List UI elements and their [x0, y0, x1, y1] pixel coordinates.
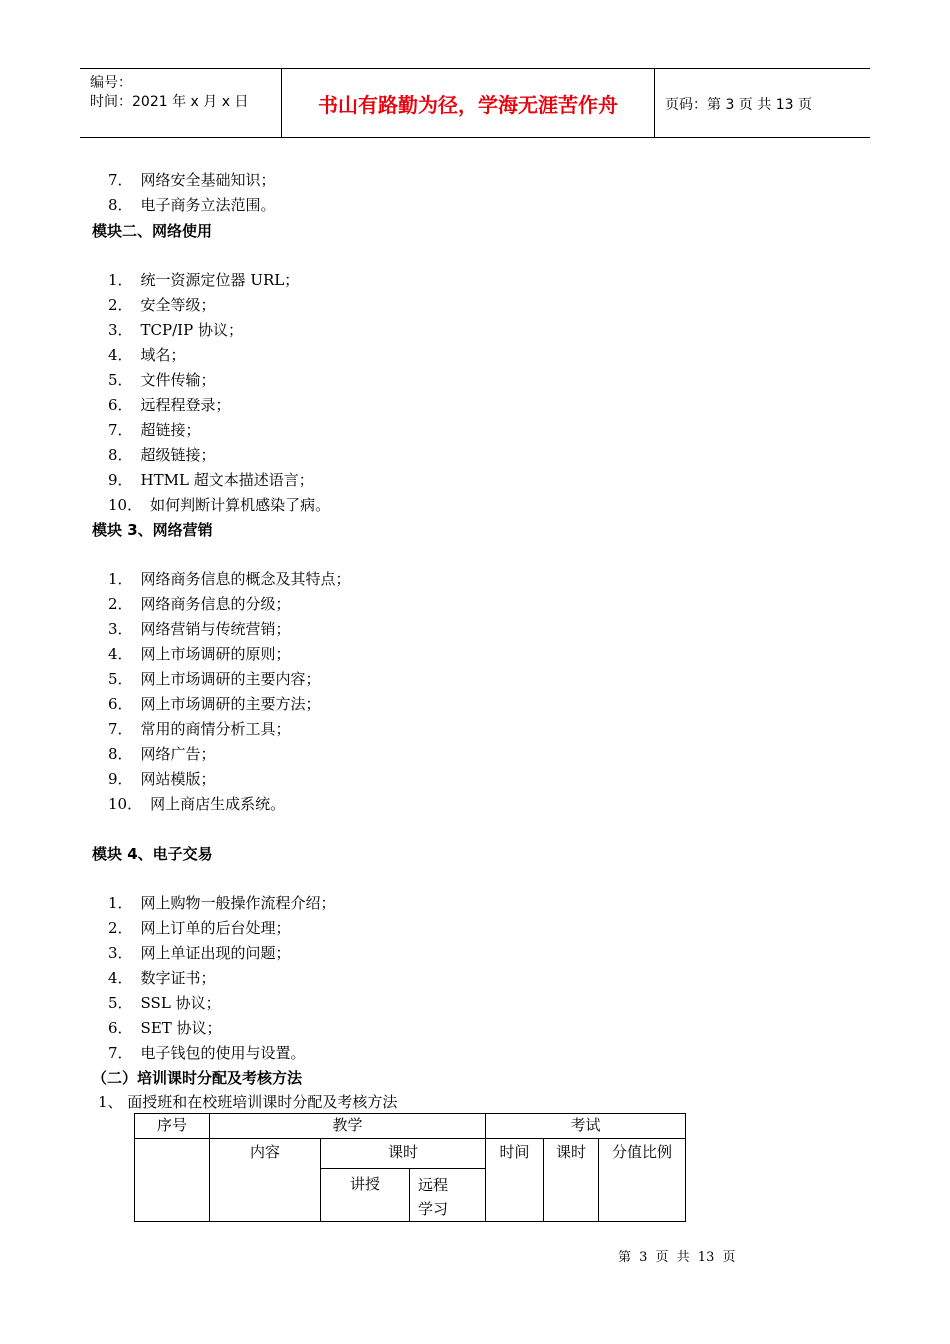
- list-item: 7． 超链接；: [108, 421, 201, 439]
- number-label: 编号：: [90, 75, 132, 91]
- list-item: 3． TCP/IP 协议；: [108, 321, 243, 339]
- th-exam-hours: 课时: [544, 1139, 599, 1222]
- subsection-title: 1、 面授班和在校班培训课时分配及考核方法: [98, 1093, 398, 1111]
- th-score-ratio: 分值比例: [599, 1139, 686, 1222]
- th-teaching: 教学: [210, 1114, 486, 1139]
- header-motto: 书山有路勤为径，学海无涯苦作舟: [282, 69, 655, 137]
- header-page-label: 页码：第 3 页 共 13 页: [665, 97, 812, 113]
- list-item: 2． 网络商务信息的分级；: [108, 595, 291, 613]
- th-hours: 课时: [321, 1139, 486, 1169]
- list-item: 3． 网上单证出现的问题；: [108, 944, 291, 962]
- page-header: [80, 68, 870, 138]
- list-item: 8． 超级链接；: [108, 446, 216, 464]
- header-meta-cell: [80, 69, 282, 137]
- list-item: 7． 电子钱包的使用与设置。: [108, 1044, 306, 1062]
- th-exam: 考试: [486, 1114, 686, 1139]
- list-item: 1． 网络商务信息的概念及其特点；: [108, 570, 351, 588]
- list-item: 1． 网上购物一般操作流程介绍；: [108, 894, 336, 912]
- page-footer: 第 3 页 共 13 页: [618, 1250, 736, 1265]
- th-remote-study: 远程 学习: [410, 1169, 486, 1222]
- list-item: 6． 远程程登录；: [108, 396, 231, 414]
- list-item: 2． 网上订单的后台处理；: [108, 919, 291, 937]
- list-item: 8． 网络广告；: [108, 745, 216, 763]
- module3-heading: 模块 3、网络营销: [92, 521, 213, 539]
- list-item: 3． 网络营销与传统营销；: [108, 620, 291, 638]
- module4-heading: 模块 4、电子交易: [92, 845, 213, 863]
- list-item: 6． SET 协议；: [108, 1019, 222, 1037]
- section2-heading: （二）培训课时分配及考核方法: [92, 1069, 303, 1087]
- th-time: 时间: [486, 1139, 544, 1222]
- th-lecture: 讲授: [321, 1169, 410, 1222]
- list-item: 5． SSL 协议；: [108, 994, 221, 1012]
- td-seq-empty: [135, 1139, 210, 1222]
- list-item: 7． 常用的商情分析工具；: [108, 720, 291, 738]
- list-item: 9． 网站模版；: [108, 770, 216, 788]
- module2-heading: 模块二、网络使用: [92, 222, 213, 240]
- list-item: 4． 网上市场调研的原则；: [108, 645, 291, 663]
- list-item: 4． 域名；: [108, 346, 186, 364]
- list-item: 5． 网上市场调研的主要内容；: [108, 670, 321, 688]
- list-item: 2． 安全等级；: [108, 296, 216, 314]
- list-item: 9． HTML 超文本描述语言；: [108, 471, 314, 489]
- hours-allocation-table: [134, 1113, 686, 1222]
- list-item: 10． 网上商店生成系统。: [108, 795, 286, 813]
- list-item: 6． 网上市场调研的主要方法；: [108, 695, 321, 713]
- list-item: 4． 数字证书；: [108, 969, 216, 987]
- list-item: 10． 如何判断计算机感染了病。: [108, 496, 331, 514]
- list-item: 1． 统一资源定位器 URL；: [108, 271, 300, 289]
- list-item: 8． 电子商务立法范围。: [108, 196, 276, 214]
- list-item: 5． 文件传输；: [108, 371, 216, 389]
- list-item: 7． 网络安全基础知识；: [108, 171, 276, 189]
- th-seq: 序号: [135, 1114, 210, 1139]
- th-content: 内容: [210, 1139, 321, 1222]
- time-label: 时间：2021 年 x 月 x 日: [90, 94, 249, 110]
